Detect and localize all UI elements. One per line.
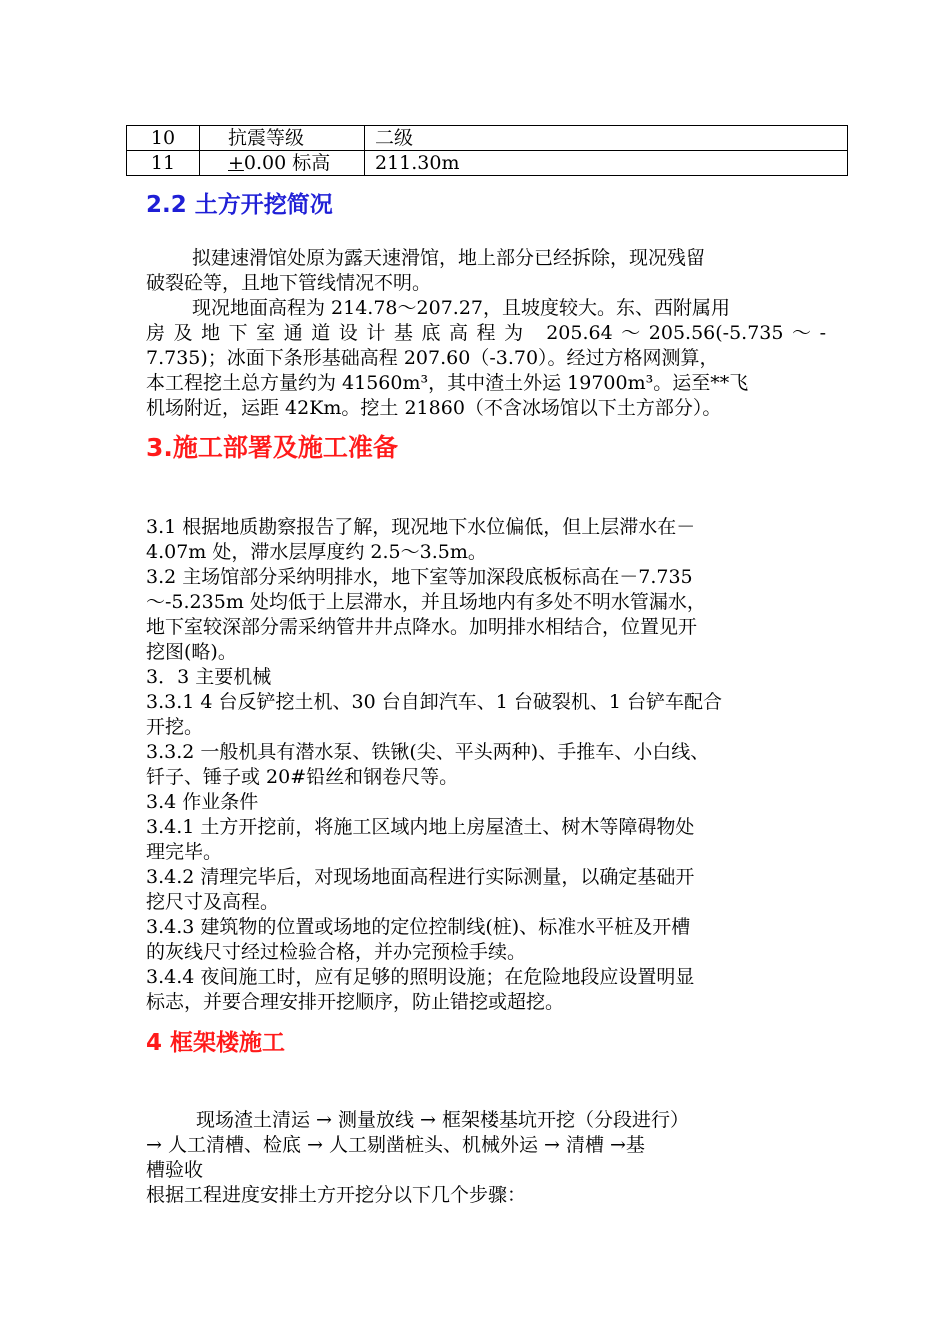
text-line: 开挖。 bbox=[146, 716, 204, 738]
text-line: 挖尺寸及高程。 bbox=[146, 891, 280, 913]
section-2-2-heading: 2.2 土方开挖简况 bbox=[146, 192, 333, 218]
section-4-flow bbox=[146, 1108, 826, 1208]
text-line: 3.1 根据地质勘察报告了解，现况地下水位偏低，但上层滞水在－ bbox=[146, 516, 696, 538]
text-line: 槽验收 bbox=[146, 1159, 204, 1181]
text-line: 地下室较深部分需采纳管井井点降水。加明排水相结合，位置见开 bbox=[146, 616, 698, 638]
text-line: 3.4.2 清理完毕后，对现场地面高程进行实际测量，以确定基础开 bbox=[146, 866, 695, 888]
text-line: 3.3.2 一般机具有潜水泵、铁锹(尖、平头两种)、手推车、小白线、 bbox=[146, 741, 710, 763]
text-line: 现况地面高程为 214.78～207.27，且坡度较大。东、西附属用 bbox=[192, 297, 731, 319]
text-line: 标志，并要合理安排开挖顺序，防止错挖或超挖。 bbox=[146, 991, 565, 1013]
text-line: ～-5.235m 处均低于上层滞水，并且场地内有多处不明水管漏水， bbox=[146, 591, 706, 613]
row-item-text: 0.00 标高 bbox=[243, 152, 331, 174]
text-line: 拟建速滑馆处原为露天速滑馆，地上部分已经拆除，现况残留 bbox=[192, 247, 706, 269]
section-2-2-paragraph-2 bbox=[146, 296, 826, 421]
table-row bbox=[127, 151, 848, 176]
spec-table bbox=[126, 125, 848, 176]
text-line: 房及地下室通道设计基底高程为 205.64～205.56(-5.735～- bbox=[146, 322, 826, 344]
row-item: 抗震等级 bbox=[200, 126, 365, 151]
text-line: 3．3 主要机械 bbox=[146, 666, 272, 688]
text-line: 的灰线尺寸经过检验合格，并办完预检手续。 bbox=[146, 941, 527, 963]
row-item bbox=[200, 151, 365, 176]
text-line: 4.07m 处，滞水层厚度约 2.5～3.5m。 bbox=[146, 541, 487, 563]
row-number: 10 bbox=[127, 126, 200, 151]
text-line: 钎子、锤子或 20#铅丝和钢卷尺等。 bbox=[146, 766, 459, 788]
text-line: 现场渣土清运 → 测量放线 → 框架楼基坑开挖（分段进行） bbox=[196, 1109, 689, 1131]
text-line: 3.4 作业条件 bbox=[146, 791, 259, 813]
text-line: 挖图(略)。 bbox=[146, 641, 237, 663]
section-3-body bbox=[146, 515, 826, 1015]
text-line: 3.4.1 土方开挖前，将施工区域内地上房屋渣土、树木等障碍物处 bbox=[146, 816, 695, 838]
row-number: 11 bbox=[127, 151, 200, 176]
text-line: 7.735)；冰面下条形基础高程 207.60（-3.70）。经过方格网测算， bbox=[146, 347, 719, 369]
row-value: 211.30m bbox=[365, 151, 848, 176]
text-line: 本工程挖土总方量约为 41560m³，其中渣土外运 19700m³。运至**飞 bbox=[146, 372, 749, 394]
table-row bbox=[127, 126, 848, 151]
text-line: 3.3.1 4 台反铲挖土机、30 台自卸汽车、1 台破裂机、1 台铲车配合 bbox=[146, 691, 722, 713]
section-2-2-paragraph-1 bbox=[146, 246, 826, 296]
text-line: 根据工程进度安排土方开挖分以下几个步骤： bbox=[146, 1184, 527, 1206]
text-line: 机场附近，运距 42Km。挖土 21860（不含冰场馆以下土方部分）。 bbox=[146, 397, 722, 419]
text-line: 3.4.3 建筑物的位置或场地的定位控制线(桩)、标准水平桩及开槽 bbox=[146, 916, 691, 938]
text-line: 3.2 主场馆部分采纳明排水，地下室等加深段底板标高在－7.735 bbox=[146, 566, 693, 588]
text-line: 理完毕。 bbox=[146, 841, 223, 863]
text-line: → 人工清槽、检底 → 人工剔凿桩头、机械外运 → 清槽 →基 bbox=[146, 1134, 645, 1156]
text-line: 破裂砼等，且地下管线情况不明。 bbox=[146, 272, 432, 294]
section-4-heading: 4 框架楼施工 bbox=[146, 1030, 286, 1056]
section-3-heading: 3.施工部署及施工准备 bbox=[146, 433, 398, 462]
row-value: 二级 bbox=[365, 126, 848, 151]
plus-sign: + bbox=[228, 152, 244, 174]
text-line: 3.4.4 夜间施工时，应有足够的照明设施；在危险地段应设置明显 bbox=[146, 966, 695, 988]
